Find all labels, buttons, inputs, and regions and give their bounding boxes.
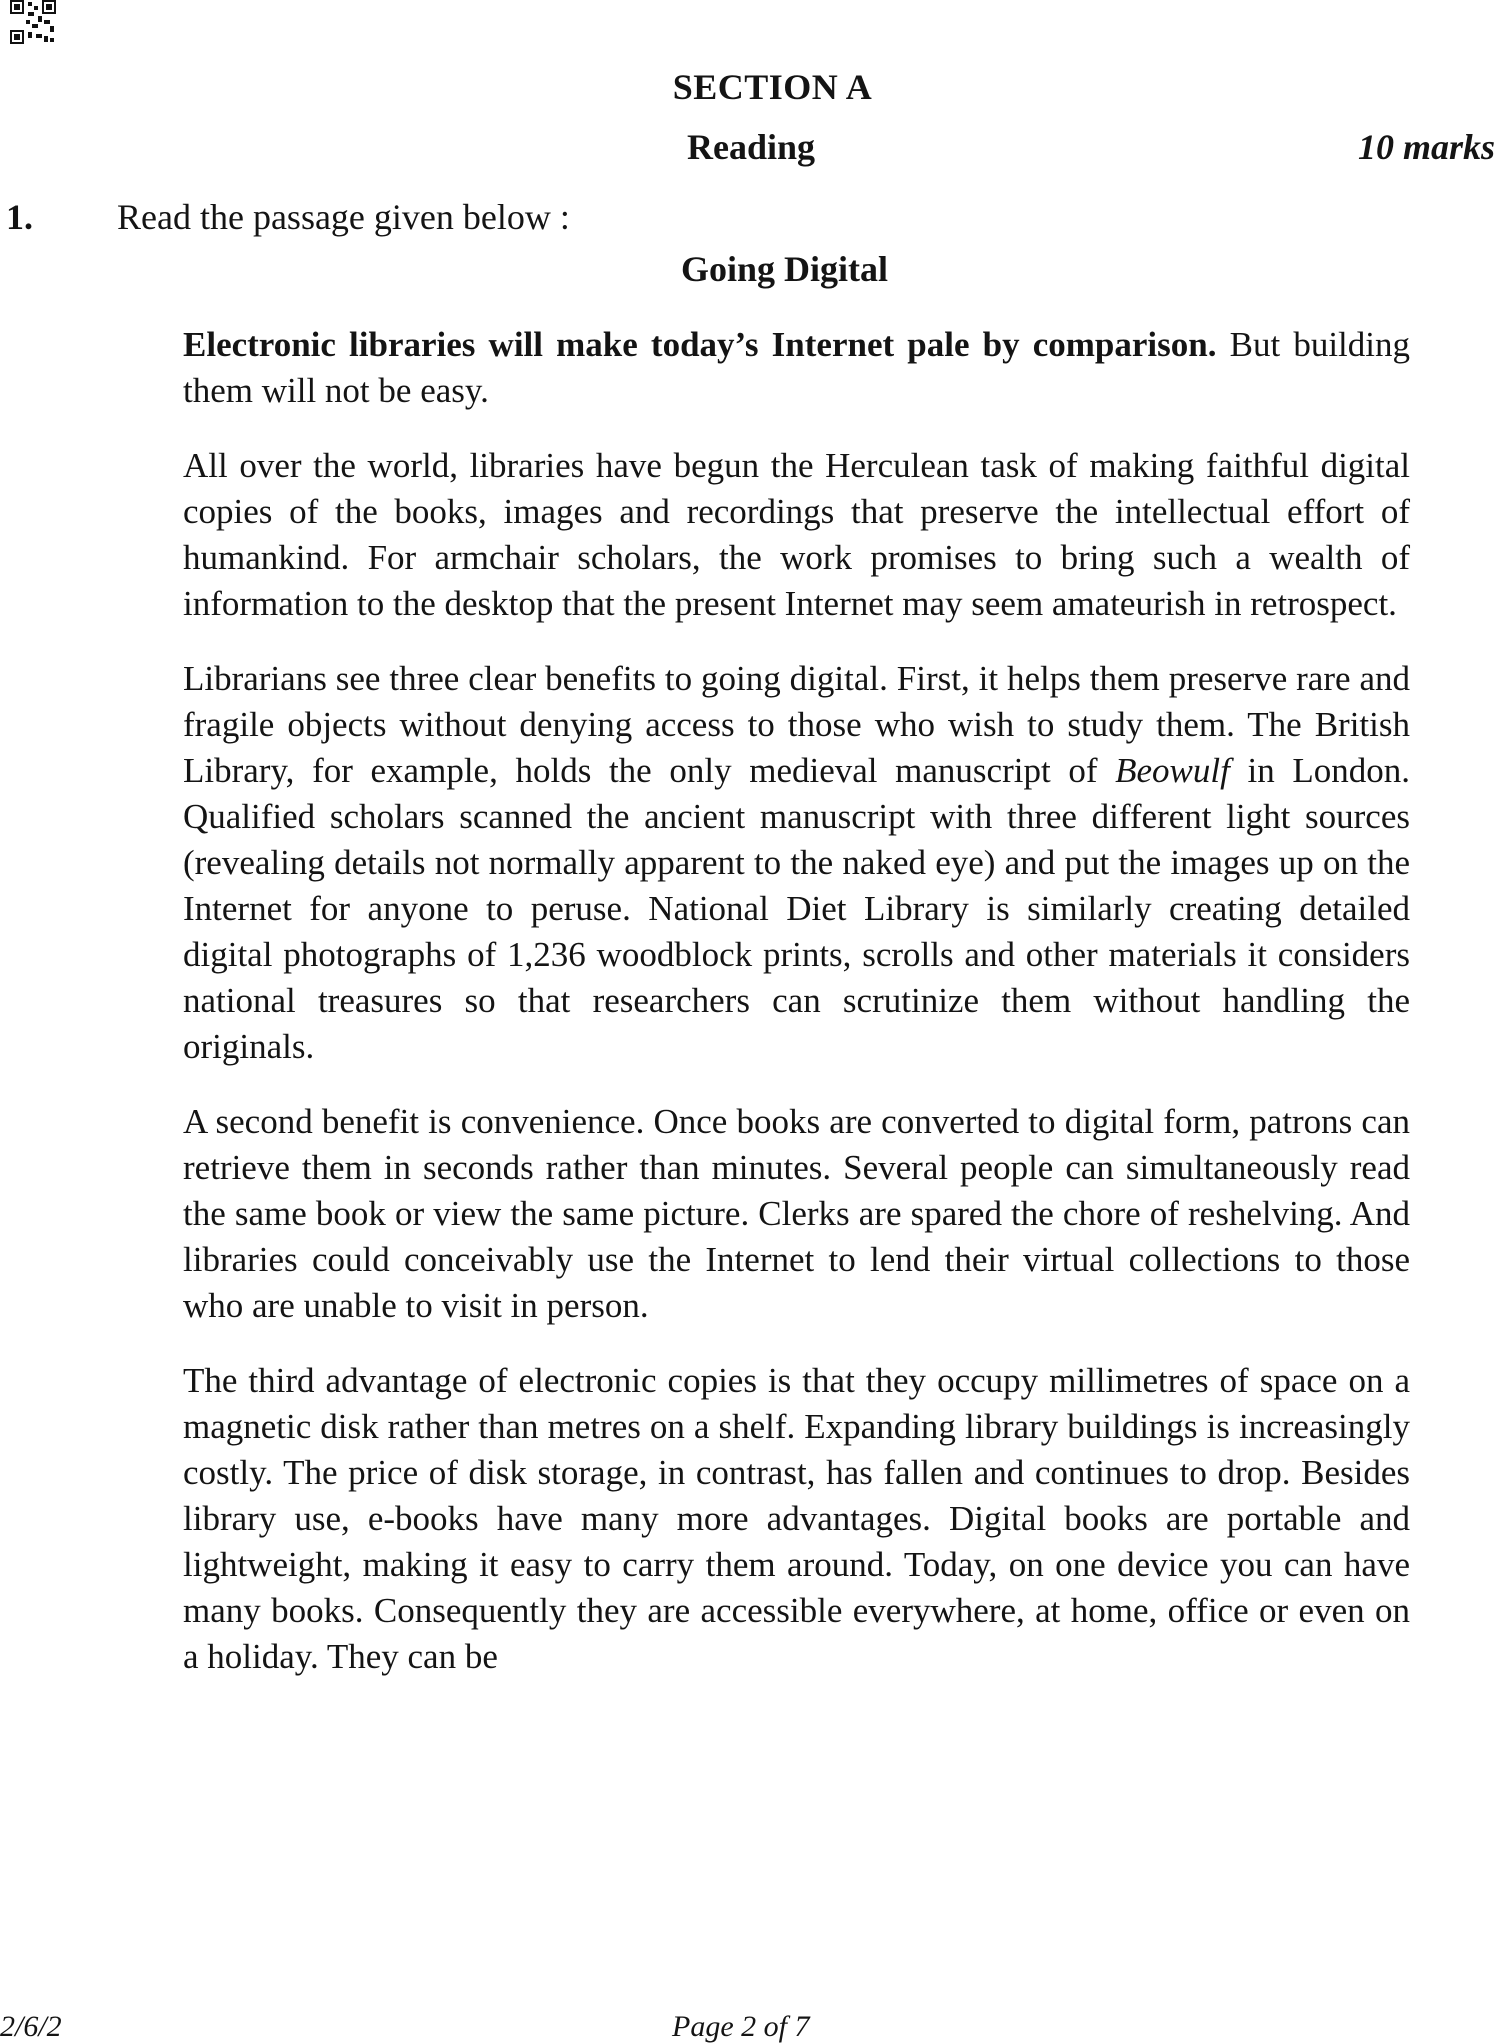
paragraph-2-part-b: in London. Qualified scholars scanned the ancient manuscript with three different light sources (revealing details not normally apparent to the naked eye) and put the images up on the Internet for anyone to peruse. National Diet Library is similarly creating detailed digital photographs of 1,236 woodblock prints, scrolls and other materials it considers national treasures so that researchers can scrutinize them without handling the originals. [183,751,1410,1066]
paragraph-2 [183,656,1410,1070]
manuscript-title: Beowulf [1115,751,1230,790]
passage-body [183,322,1410,1709]
reading-heading: Reading [687,127,816,167]
paragraph-3: A second benefit is convenience. Once books are converted to digital form, patrons can retrieve them in seconds rather than minutes. Several people can simultaneously read the same book or view the same picture. Clerks are spared the chore of reshelving. And libraries could conceivably use the Internet to lend their virtual collections to those who are unable to visit in person. [183,1102,1410,1325]
question-instruction: Read the passage given below : [117,197,570,237]
lead-text: But building them will not be easy. [183,325,1411,410]
marks-label: 10 marks [1357,127,1495,167]
page-number: Page 2 of 7 [672,2010,810,2043]
paper-code: 2/6/2 [0,2010,62,2043]
paragraph-4: The third advantage of electronic copies is that they occupy millimetres of space on a magnetic disk rather than metres on a shelf. Expanding library buildings is increasingly costly. The price of disk storage, in contrast, has fallen and continues to drop. Besides library use, e-books have many more advantages. Digital books are portable and lightweight, making it easy to carry them around. Today, on one device you can have many books. Consequently they are accessible everywhere, at home, office or even on a holiday. They can be [183,1361,1410,1676]
qr-code-icon [10,0,56,44]
section-heading: SECTION A [672,67,873,107]
passage-title: Going Digital [681,249,889,289]
question-number: 1. [6,197,33,237]
paragraph-1: All over the world, libraries have begun the Herculean task of making faithful digital copies of the books, images and recordings that preserve the intellectual effort of humankind. For armchair scholars, the work promises to bring such a wealth of information to the desktop that the present Internet may seem amateurish in retrospect. [183,446,1410,623]
lead-bold-text: Electronic libraries will make today’s Internet pale by comparison. [183,325,1217,364]
paragraph-2-part-a: Librarians see three clear benefits to going digital. First, it helps them preserve rare and fragile objects without denying access to those who wish to study them. The British Library, for example, holds the only medieval manuscript of [183,659,1410,790]
passage-lead [183,322,1410,414]
